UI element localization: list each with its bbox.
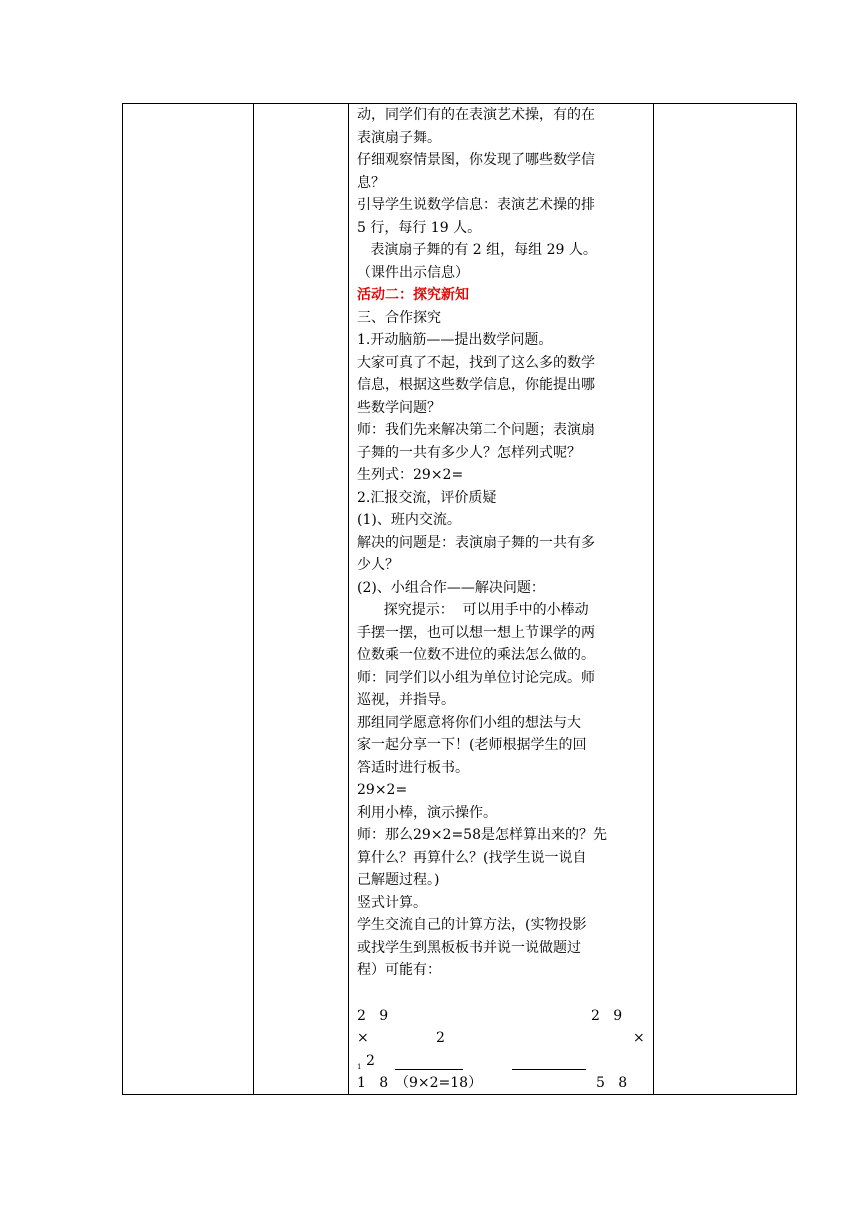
text-line: 些数学问题？ (357, 399, 441, 416)
text-line: 或找学生到黑板板书并说一说做题过 (357, 939, 581, 956)
text-line: 那组同学愿意将你们小组的想法与大 (357, 714, 581, 731)
calc-multiplicand-right: 2 9 (591, 1007, 623, 1024)
text-line: 家一起分享一下！(老师根据学生的回 (357, 737, 587, 753)
text-line: 竖式计算。 (357, 894, 427, 911)
column-divider (348, 104, 349, 1094)
text-line: 学生交流自己的计算方法，(实物投影 (357, 917, 587, 933)
lesson-content-cell (357, 104, 649, 1095)
text-line: 1.开动脑筋——提出数学问题。 (357, 332, 553, 348)
text-line: 仔细观察情景图，你发现了哪些数学信 (357, 152, 595, 168)
lesson-table (122, 103, 797, 1095)
text-line: 己解题过程。) (357, 872, 440, 888)
text-line: 5 行，每行 19 人。 (357, 219, 482, 236)
calc-carry-digit: 1 (357, 1062, 362, 1071)
text-line: 手摆一摆，也可以想一想上节课学的两 (357, 624, 595, 641)
text-line: 位数乘一位数不进位的乘法怎么做的。 (357, 647, 595, 663)
text-line: 表演扇子舞。 (357, 129, 441, 146)
calc-rule-right (512, 1069, 586, 1070)
calc-times-sign: × (357, 1029, 369, 1046)
text-line: 答适时进行板书。 (357, 759, 469, 776)
text-line: (1)、班内交流。 (357, 512, 461, 528)
text-line: 2.汇报交流，评价质疑 (357, 489, 497, 506)
text-line: 师：那么29×2=58是怎样算出来的？先 (357, 827, 607, 843)
text-line: 子舞的一共有多少人？怎样列式呢？ (357, 444, 581, 461)
calc-rule-left (395, 1069, 463, 1070)
text-line: 师：我们先来解决第二个问题；表演扇 (357, 422, 595, 438)
text-line: 师：同学们以小组为单位讨论完成。师 (357, 669, 595, 686)
calc-multiplier: 2 (436, 1029, 445, 1046)
text-line: 算什么？再算什么？(找学生说一说自 (357, 849, 587, 866)
calc-partial-note: （9×2=18） (395, 1074, 483, 1091)
text-line: 程）可能有： (357, 962, 441, 978)
text-line: （课件出示信息） (357, 264, 469, 281)
vertical-calculation (357, 1005, 649, 1095)
calc-product-right: 5 8 (596, 1074, 628, 1091)
text-line: 息？ (357, 174, 385, 191)
text-line: (2)、小组合作——解决问题： (357, 579, 545, 596)
text-line: 探究提示： 可以用手中的小棒动 (357, 602, 589, 618)
column-divider (653, 104, 654, 1094)
text-line: 动，同学们有的在表演艺术操，有的在 (357, 107, 595, 123)
text-line: 表演扇子舞的有 2 组，每组 29 人。 (357, 242, 597, 258)
text-line: 大家可真了不起，找到了这么多的数学 (357, 354, 595, 371)
text-line: 巡视，并指导。 (357, 692, 455, 708)
calc-product-left: 1 8 (357, 1074, 389, 1091)
calc-multiplier-left: 2 (366, 1052, 375, 1069)
text-line: 引导学生说数学信息：表演艺术操的排 (357, 197, 595, 213)
text-line: 生列式：29×2= (357, 467, 464, 483)
calc-multiplicand-left: 2 9 (357, 1007, 389, 1024)
text-line: 信息，根据这些数学信息，你能提出哪 (357, 377, 595, 393)
calc-times-sign-right: × (633, 1029, 645, 1046)
text-line: 29×2= (357, 782, 408, 798)
section-heading: 活动二：探究新知 (357, 287, 469, 303)
text-line: 解决的问题是：表演扇子舞的一共有多 (357, 534, 595, 551)
text-line: 三、合作探究 (357, 309, 441, 326)
text-line: 少人？ (357, 557, 399, 573)
text-line: 利用小棒，演示操作。 (357, 804, 497, 821)
column-divider (253, 104, 254, 1094)
